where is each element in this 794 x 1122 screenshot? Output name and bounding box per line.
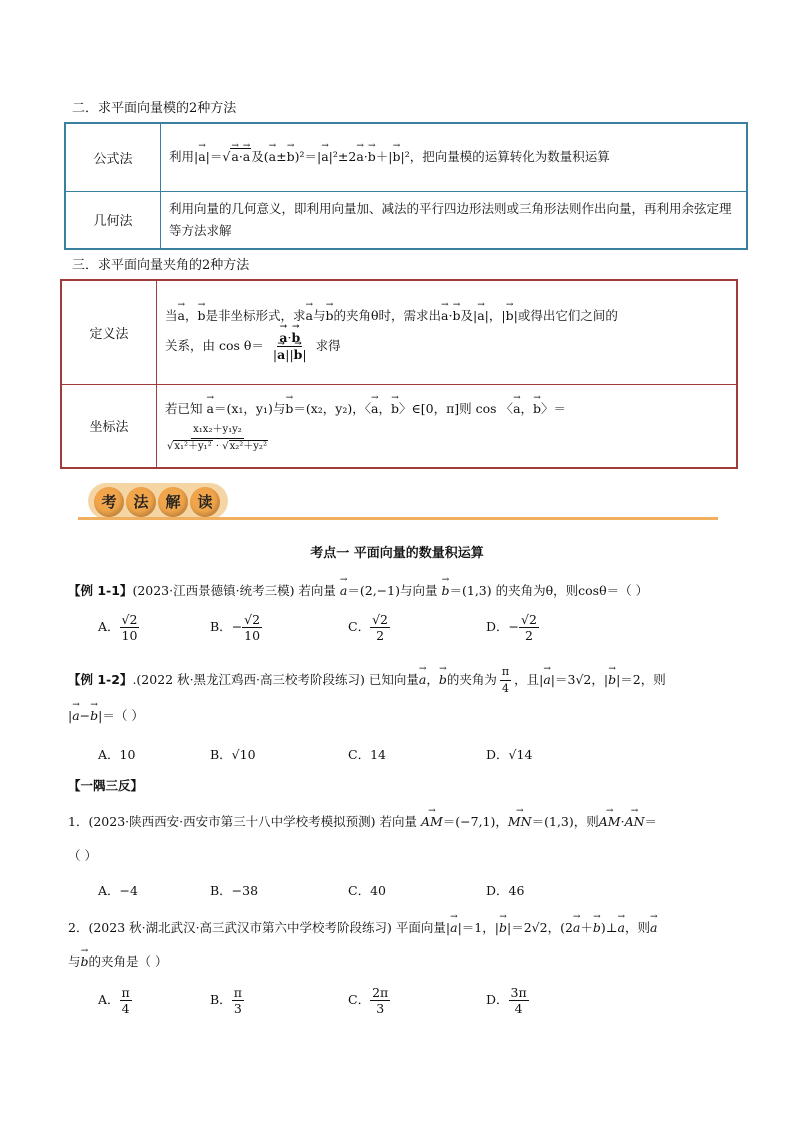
banner-rule bbox=[78, 517, 718, 520]
angle-methods-table bbox=[60, 279, 738, 469]
geometric-method-content: 利用向量的几何意义，即利用向量加、减法的平行四边形法则或三角形法则作出向量，再利用余弦定理等方法求解 bbox=[161, 191, 748, 249]
geometric-method-label: 几何法 bbox=[65, 191, 161, 249]
ex12-option-c[interactable]: C．14 bbox=[348, 747, 386, 762]
question-1-paren: （ ） bbox=[68, 848, 97, 863]
ex11-option-b[interactable]: B．− $\frac{√2}{10}$ bbox=[210, 612, 261, 643]
question-2: 2．(2023 秋·湖北武汉·高三武汉市第六中学校考阶段练习) 平面向量|→ a|＝1，|→ b|＝2√2，(2→ a＋→ b)⊥→ a，则→ a bbox=[68, 918, 657, 938]
point-title: 考点一 平面向量的数量积运算 bbox=[310, 546, 484, 561]
example-1-1: 【例 1-1】(2023·江西景德镇·统考三模) 若向量 → a＝(2,−1)与向量 → b＝(1,3) 的夹角为θ，则cosθ＝（ ） bbox=[68, 581, 648, 601]
example-1-2: 【例 1-2】.(2022 秋·黑龙江鸡西·高三校考阶段练习) 已知向量→ a，→ b的夹角为 $\frac{\pi}{4}$ ，且|→ a|＝3√2，|→ b|＝2，则 bbox=[68, 664, 666, 697]
banner-char-3: 解 bbox=[158, 487, 188, 517]
ex12-option-b[interactable]: B．√10 bbox=[210, 747, 256, 762]
coordinate-fraction: $\frac{\text{x₁x₂＋y₁y₂}}{\text{√x₁²＋y₁² · √x₂²＋y₂²}}$ bbox=[167, 424, 267, 453]
banner-char-2: 法 bbox=[126, 487, 156, 517]
definition-method-label: 定义法 bbox=[61, 280, 157, 384]
ex11-option-a[interactable]: A． $\frac{√2}{10}$ bbox=[98, 612, 138, 643]
question-1: 1．(2023·陕西西安·西安市第三十八中学校考模拟预测) 若向量 → AM＝(−7,1)，→ MN＝(1,3)，则→ AM·→ AN＝ bbox=[68, 812, 657, 832]
ex11-option-c[interactable]: C． $\frac{√2}{2}$ bbox=[348, 612, 388, 643]
practice-heading: 【一隅三反】 bbox=[68, 778, 144, 793]
q1-option-c[interactable]: C．40 bbox=[348, 883, 386, 898]
ex12-option-a[interactable]: A．10 bbox=[98, 747, 136, 762]
q2-option-b[interactable]: B． $\frac{\pi}{3}$ bbox=[210, 985, 242, 1016]
modulus-methods-table bbox=[64, 122, 748, 250]
q2-option-a[interactable]: A． $\frac{\pi}{4}$ bbox=[98, 985, 130, 1016]
example-1-2-line2: |→ a−→ b|＝（ ） bbox=[68, 706, 144, 726]
question-2-line2: 与→ b的夹角是（ ） bbox=[68, 952, 168, 972]
banner-char-4: 读 bbox=[190, 487, 220, 517]
banner-char-1: 考 bbox=[94, 487, 124, 517]
q1-option-d[interactable]: D．46 bbox=[486, 883, 525, 898]
cos-fraction: → $\frac{a\cdot\to b}{|\to a||\to b|}$ bbox=[271, 330, 309, 363]
q1-option-b[interactable]: B．−38 bbox=[210, 883, 259, 898]
ex12-option-d[interactable]: D．√14 bbox=[486, 747, 533, 762]
formula-method-content: 利用|→ a|＝√→ a·→ a及(→ a±→ b)²＝|→ a|²±2→ a·→ b＋|→ b|²，把向量模的运算转化为数量积运算 bbox=[161, 123, 748, 191]
coordinate-method-content: 若已知 → a＝(x₁，y₁)与→ b＝(x₂，y₂)，〈→ a，→ b〉∈[0，π]则 cos 〈→ a，→ b〉＝ $\frac{\text{x₁x₂＋y₁y₂}}{\text{√x₁²＋y₁² · √x₂²＋y₂²}}$ bbox=[157, 384, 738, 468]
ex11-option-d[interactable]: D．− $\frac{√2}{2}$ bbox=[486, 612, 537, 643]
formula-method-label: 公式法 bbox=[65, 123, 161, 191]
section3-title: 三．求平面向量夹角的2种方法 bbox=[72, 258, 250, 273]
section2-title: 二．求平面向量模的2种方法 bbox=[72, 101, 237, 116]
q2-option-c[interactable]: C． $\frac{2\pi}{3}$ bbox=[348, 985, 389, 1016]
definition-method-content: 当→ a，→ b是非坐标形式，求→ a与→ b的夹角θ时，需求出→ a·→ b及|→ a|，|→ b|或得出它们之间的 关系，由 cos θ＝ → $\frac{a\cdot\to b}{|\to a||\to b|}$ 求得 bbox=[157, 280, 738, 384]
q1-option-a[interactable]: A．−4 bbox=[98, 883, 138, 898]
coordinate-method-label: 坐标法 bbox=[61, 384, 157, 468]
q2-option-d[interactable]: D． $\frac{3\pi}{4}$ bbox=[486, 985, 527, 1016]
